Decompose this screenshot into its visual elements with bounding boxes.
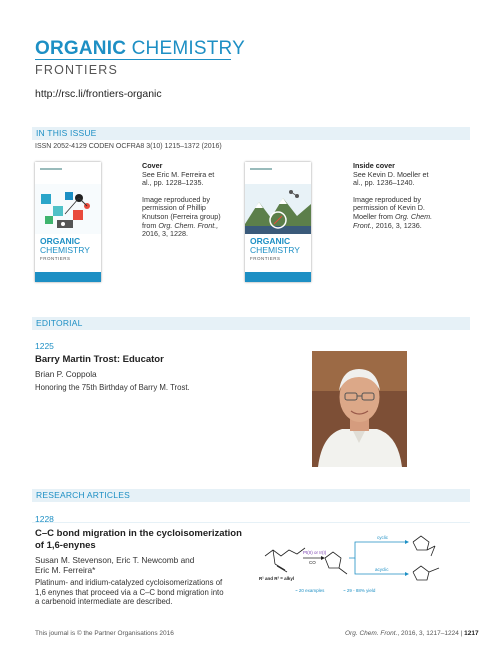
- scheme-path-bottom-label: acyclic: [375, 567, 389, 572]
- section-heading: EDITORIAL: [36, 318, 83, 328]
- cover-art-landscape-graphic: [245, 184, 311, 234]
- cover-header-line: [40, 168, 62, 170]
- inside-cover-image[interactable]: [245, 162, 311, 282]
- title-rule: [35, 59, 231, 60]
- scheme-substituents: R¹ and R² = alkyl: [259, 576, 295, 581]
- section-bar-in-this-issue: [32, 127, 470, 140]
- scheme-yield: ~ 29 - 88% yield: [343, 588, 376, 593]
- editorial-title-link[interactable]: Barry Martin Trost: Educator: [35, 354, 164, 365]
- section-heading: IN THIS ISSUE: [36, 128, 97, 138]
- scheme-examples: ~ 20 examples: [295, 588, 325, 593]
- cover-journal-subtitle: FRONTIERS: [40, 256, 71, 261]
- portrait-photo: [312, 351, 407, 467]
- cover-description: Cover See Eric M. Ferreira et al., pp. 1228–1235. Image reproduced by permission of Phillip Knutson (Ferreira group) from Org. Chem. Front., 2016, 3, 1228.: [142, 161, 221, 239]
- scheme-conditions-2: CO: [309, 560, 316, 565]
- section-heading: RESEARCH ARTICLES: [36, 490, 130, 500]
- section-bar-research-articles: [32, 489, 470, 502]
- cover-label: Inside cover: [353, 161, 395, 170]
- footer-citation: [345, 630, 479, 637]
- cover-see-reference: See Eric M. Ferreira et al., pp. 1228–1235.: [142, 169, 215, 188]
- journal-title-bold: ORGANIC: [35, 38, 127, 59]
- cover-header-line: [250, 168, 272, 170]
- section-bar-editorial: [32, 317, 470, 330]
- footer-separator: |: [460, 630, 463, 637]
- scheme-arrow-top: [349, 542, 405, 558]
- article-title-link[interactable]: C–C bond migration in the cycloisomerization of 1,6-enynes: [35, 528, 242, 551]
- footer-copyright: This journal is © the Partner Organisations 2016: [35, 630, 174, 637]
- article-abstract: Platinum- and iridium-catalyzed cycloisomerizations of 1,6 enynes that proceed via a C–C bond migration into a carbenoid intermediate are described.: [35, 578, 224, 606]
- research-divider: [32, 522, 470, 523]
- article-authors: Susan M. Stevenson, Eric T. Newcomb and Eric M. Ferreira*: [35, 555, 195, 575]
- cover-journal-title: ORGANIC CHEMISTRY: [40, 236, 90, 255]
- cover-label: Cover: [142, 161, 163, 170]
- cover-image[interactable]: [35, 162, 101, 282]
- portrait-illustration: [312, 351, 407, 467]
- article-page-number: 1228: [35, 514, 54, 524]
- cover-art-molecule-graphic: [35, 184, 101, 234]
- issn-line: ISSN 2052-4129 CODEN OCFRA8 3(10) 1215–1372 (2016): [35, 143, 222, 150]
- journal-title-rest: CHEMISTRY: [131, 38, 245, 59]
- scheme-conditions-1: Pt(II) or Ir(I): [303, 550, 327, 555]
- cover-see-reference: See Kevin D. Moeller et al., pp. 1236–1240.: [353, 169, 429, 188]
- inside-cover-description: Inside cover See Kevin D. Moeller et al., pp. 1236–1240. Image reproduced by permission of Kevin D. Moeller from Org. Chem. Front., 2016, 3, 1236.: [353, 161, 433, 230]
- footer-citation-text: , 2016, 3, 1217–1224: [397, 630, 459, 637]
- cover-footer-band: [35, 272, 101, 282]
- journal-title: [35, 38, 245, 60]
- editorial-summary: Honoring the 75th Birthday of Barry M. Trost.: [35, 383, 190, 392]
- cover-footer-band: [245, 272, 311, 282]
- footer-journal: Org. Chem. Front.: [345, 630, 398, 637]
- editorial-author: Brian P. Coppola: [35, 369, 97, 379]
- journal-subtitle: FRONTIERS: [35, 63, 119, 77]
- cover-journal-title: ORGANIC CHEMISTRY: [250, 236, 300, 255]
- editorial-page-number: 1225: [35, 341, 54, 351]
- reaction-scheme-graphic: [255, 528, 465, 598]
- scheme-path-top-label: cyclic: [377, 535, 388, 540]
- cover-journal-subtitle: FRONTIERS: [250, 256, 281, 261]
- journal-url-link[interactable]: http://rsc.li/frontiers-organic: [35, 88, 162, 100]
- footer-page-number: 1217: [464, 630, 479, 637]
